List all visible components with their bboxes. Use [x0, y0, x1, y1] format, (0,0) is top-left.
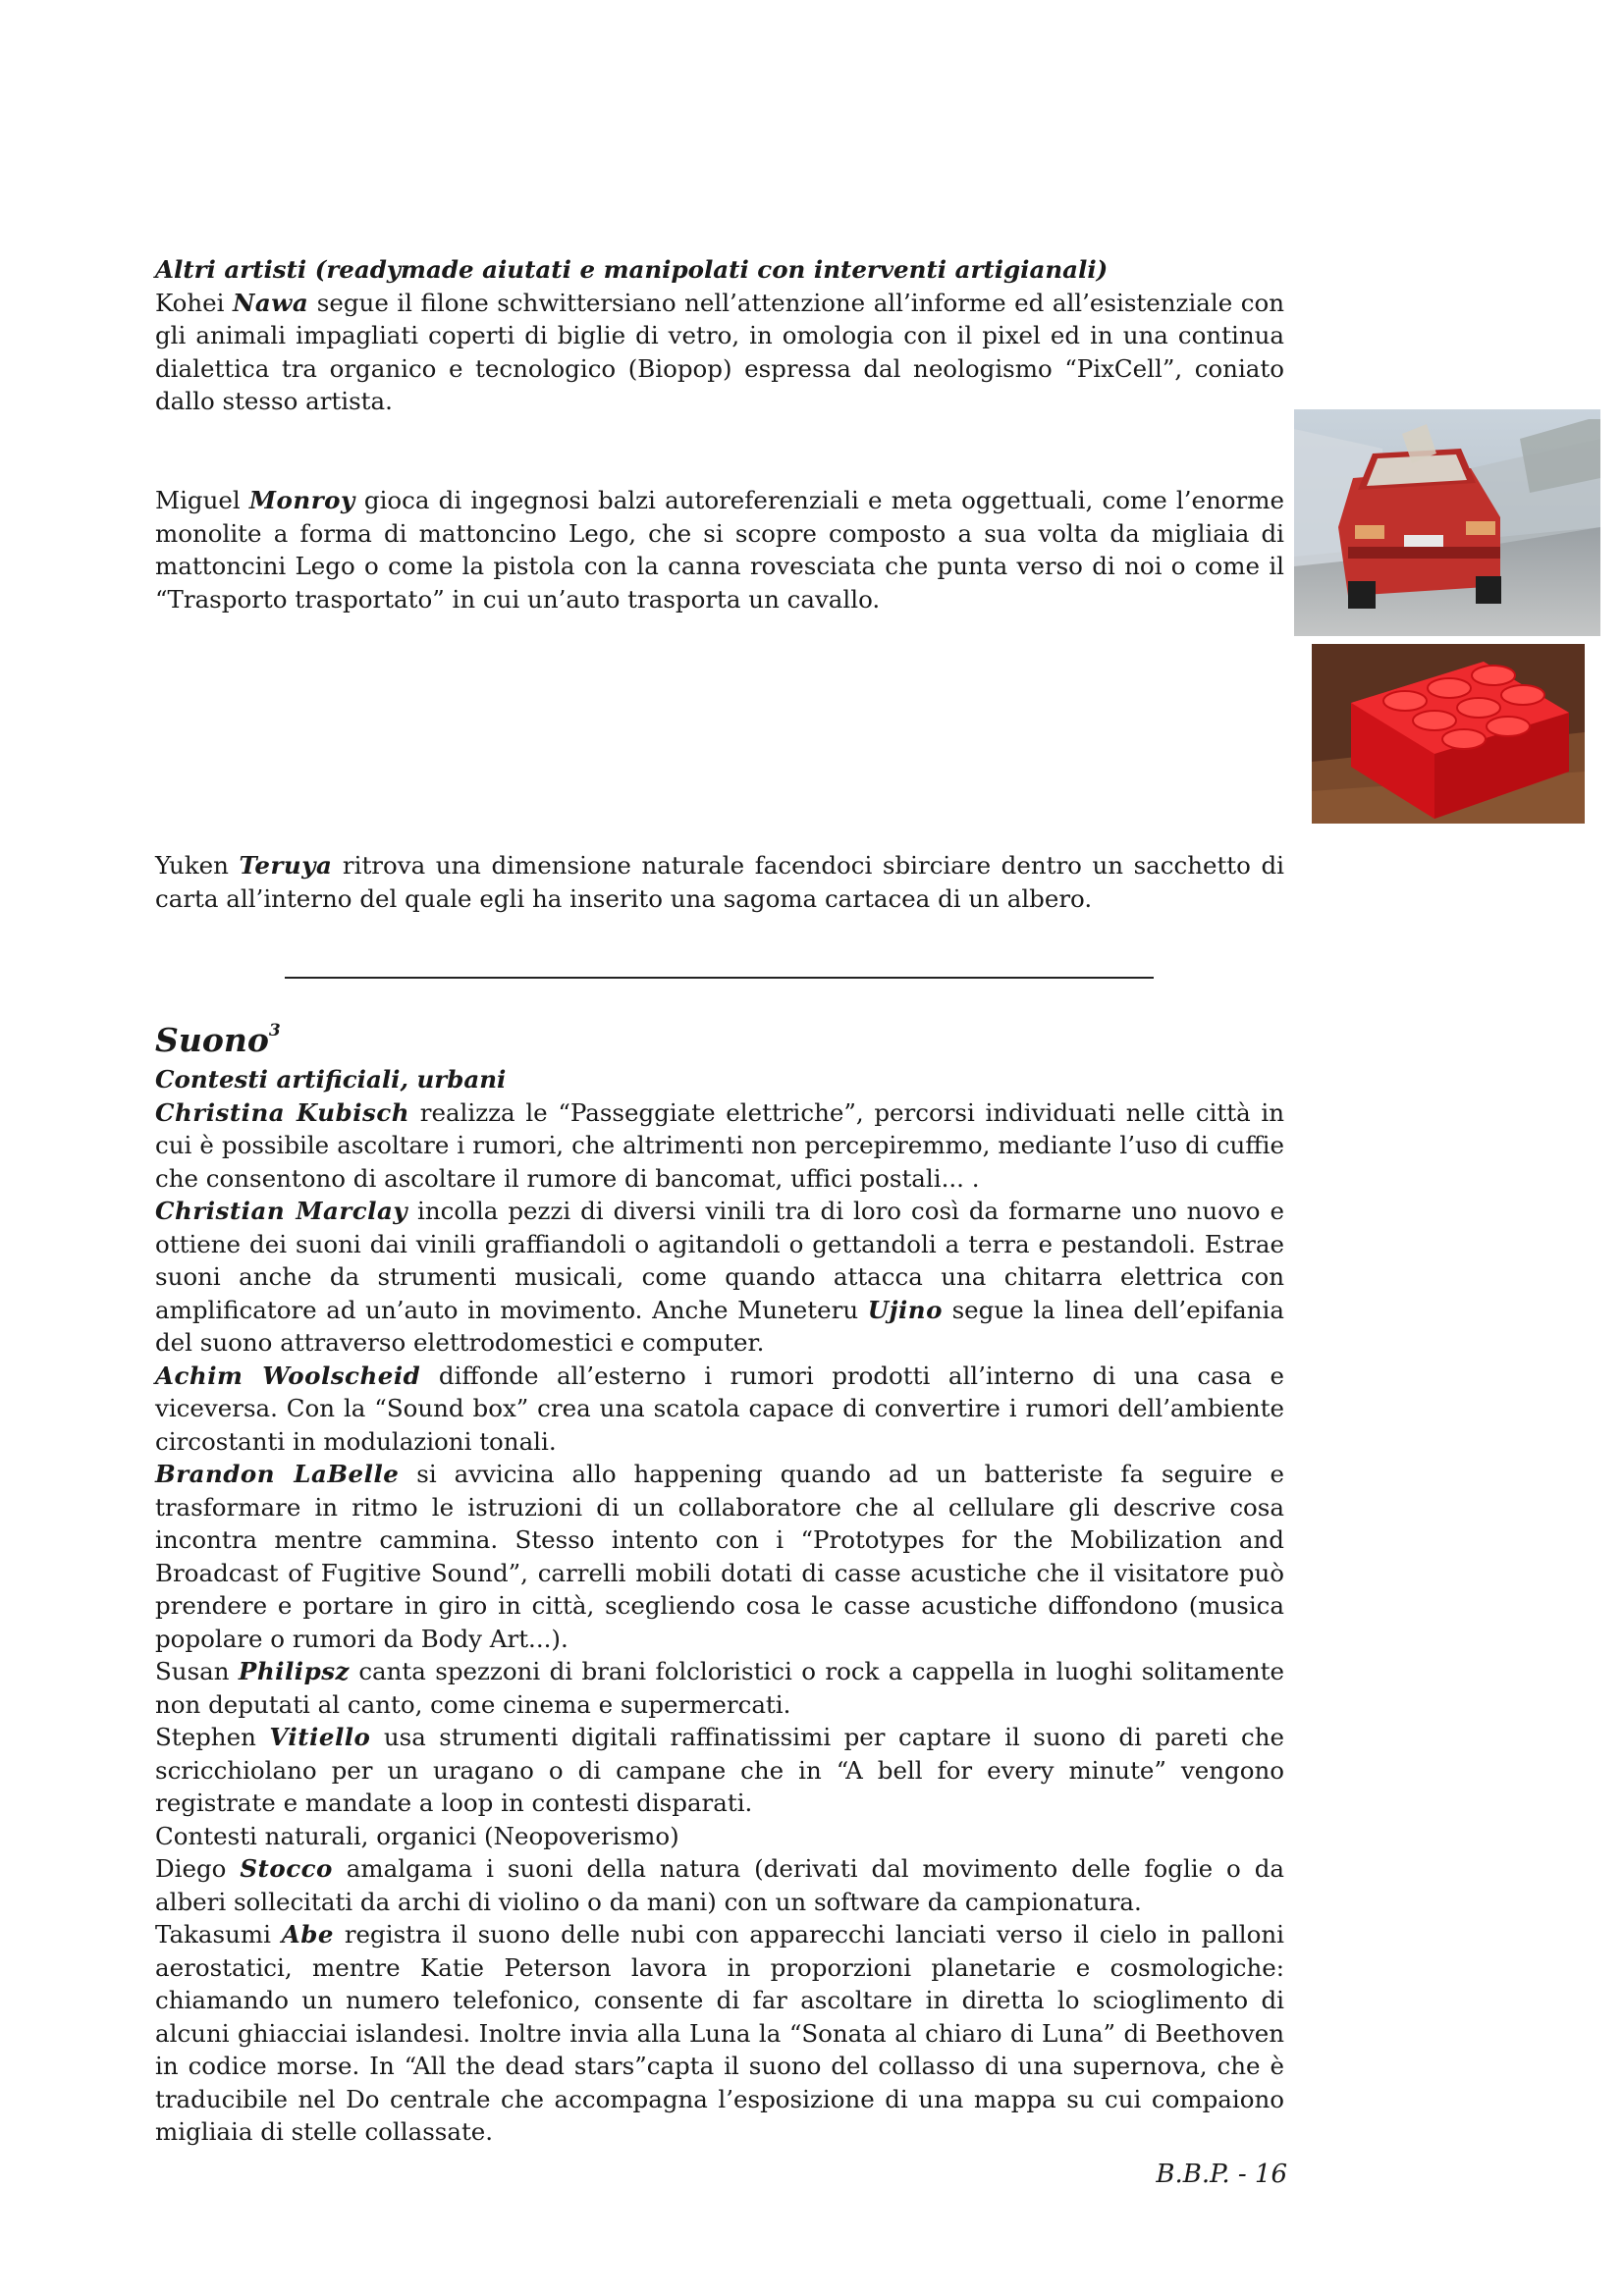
artist-name: Teruya [239, 851, 333, 880]
paragraph-nawa [155, 287, 1284, 418]
artist-name: Vitiello [269, 1723, 371, 1751]
section-title [155, 1021, 281, 1059]
subheading-naturali: Contesti naturali, organici (Neopoverismo) [155, 1821, 679, 1850]
paragraph-marclay: Christian Marclay incolla pezzi di diversi vinili tra di loro così da formarne uno nuovo e ottiene dei suoni dai vinili graffiandoli o agitandoli o gettandoli a terra e pestandoli. Estrae suoni anche da strumenti musicali, come quando attacca una chitarra elettrica con amplificatore ad un’auto in movimento. Anche Muneteru Ujino segue la linea dell’epifania del suono attraverso elettrodomestici e computer. [155, 1197, 1284, 1357]
paragraph-philipsz: Susan Philipsz canta spezzoni di brani folcloristici o rock a cappella in luoghi solitamente non deputati al canto, come cinema e supermercati. [155, 1657, 1285, 1719]
artist-name: Monroy [248, 486, 355, 514]
footnote-marker: 3 [268, 1021, 281, 1041]
artist-name: Ujino [867, 1295, 943, 1324]
lego-brick-photo [1312, 644, 1585, 824]
artist-name: Christian Marclay [155, 1197, 408, 1225]
artisti-block [155, 253, 1284, 418]
text: segue il filone schwittersiano nell’attenzione all’informe ed all’esistenziale con gli animali impagliati coperti di biglie di vetro, in omologia con il pixel ed in una continua dialettica tra organico e tecnologico (Biopop) espressa dal neologismo “PixCell”, coniato dallo stesso artista. [155, 288, 1284, 415]
paragraph-kubisch: Christina Kubisch realizza le “Passeggiate elettriche”, percorsi individuati nelle città in cui è possibile ascoltare i rumori, che altrimenti non percepiremmo, mediante l’uso di cuffie che consentono di ascoltare il rumore di bancomat, uffici postali... . [155, 1097, 1284, 1193]
page-footer: B.B.P. - 16 [1156, 2160, 1287, 2189]
title-text: Suono [155, 1021, 269, 1059]
subheading: Contesti artificiali, urbani [155, 1065, 507, 1094]
artist-name: Brandon LaBelle [155, 1460, 400, 1488]
red-car-photo [1294, 409, 1600, 636]
text: Yuken [155, 851, 240, 880]
section-heading: Altri artisti (readymade aiutati e manipolati con interventi artigianali) [155, 255, 1109, 284]
paragraph-stocco: Diego Stocco amalgama i suoni della natura (derivati dal movimento delle foglie o da alberi sollecitati da archi di violino o da mani) con un software da campionatura. [155, 1854, 1285, 1916]
paragraph-abe: Takasumi Abe registra il suono delle nubi con apparecchi lanciati verso il cielo in palloni aerostatici, mentre Katie Peterson lavora in proporzioni planetarie e cosmologiche: chiamando un numero telefonico, consente di far ascoltare in diretta lo scioglimento di alcuni ghiacciai islandesi. Inoltre invia alla Luna la “Sonata al chiaro di Luna” di Beethoven in codice morse. In “All the dead stars”capta il suono del collasso di una supernova, che è traducibile nel Do centrale che accompagna l’esposizione di una mappa su cui compaiono migliaia di stelle collassate. [155, 1920, 1284, 2146]
text: Kohei [155, 288, 234, 317]
divider [285, 977, 1154, 979]
artist-name: Nawa [233, 288, 309, 317]
text: ritrova una dimensione naturale facendoci sbirciare dentro un sacchetto di carta all’interno del quale egli ha inserito una sagoma cartacea di un albero. [155, 851, 1284, 913]
text: Miguel [155, 486, 249, 514]
artist-name: Achim Woolscheid [155, 1361, 421, 1390]
artist-name: Stocco [240, 1854, 333, 1883]
paragraph-monroy [155, 484, 1284, 615]
artist-name: Abe [281, 1920, 334, 1949]
paragraph-teruya [155, 849, 1284, 915]
paragraph-woolscheid: Achim Woolscheid diffonde all’esterno i rumori prodotti all’interno di una casa e viceversa. Con la “Sound box” crea una scatola capace di convertire i rumori dell’ambiente circostanti in modulazioni tonali. [155, 1361, 1284, 1456]
suono-block [155, 1063, 1284, 2149]
artist-name: Philipsz [238, 1657, 350, 1685]
paragraph-labelle: Brandon LaBelle si avvicina allo happening quando ad un batteriste fa seguire e trasformare in ritmo le istruzioni di un collaboratore che al cellulare gli descrive cosa incontra mentre cammina. Stesso intento con i “Prototypes for the Mobilization and Broadcast of Fugitive Sound”, carrelli mobili dotati di casse acustiche che il visitatore può prendere e portare in giro in città, scegliendo cosa le casse acustiche diffondono (musica popolare o rumori da Body Art...). [155, 1460, 1284, 1653]
paragraph-vitiello: Stephen Vitiello usa strumenti digitali raffinatissimi per captare il suono di pareti che scricchiolano per un uragano o di campane che in “A bell for every minute” vengono registrate e mandate a loop in contesti disparati. [155, 1723, 1284, 1817]
artist-name: Christina Kubisch [155, 1097, 410, 1127]
text: gioca di ingegnosi balzi autoreferenziali e meta oggettuali, come l’enorme monolite a forma di mattoncino Lego, che si scopre composto a sua volta da migliaia di mattoncini Lego o come la pistola con la canna rovesciata che punta verso di noi o come il “Trasporto trasportato” in cui un’auto trasporta un cavallo. [155, 486, 1284, 614]
